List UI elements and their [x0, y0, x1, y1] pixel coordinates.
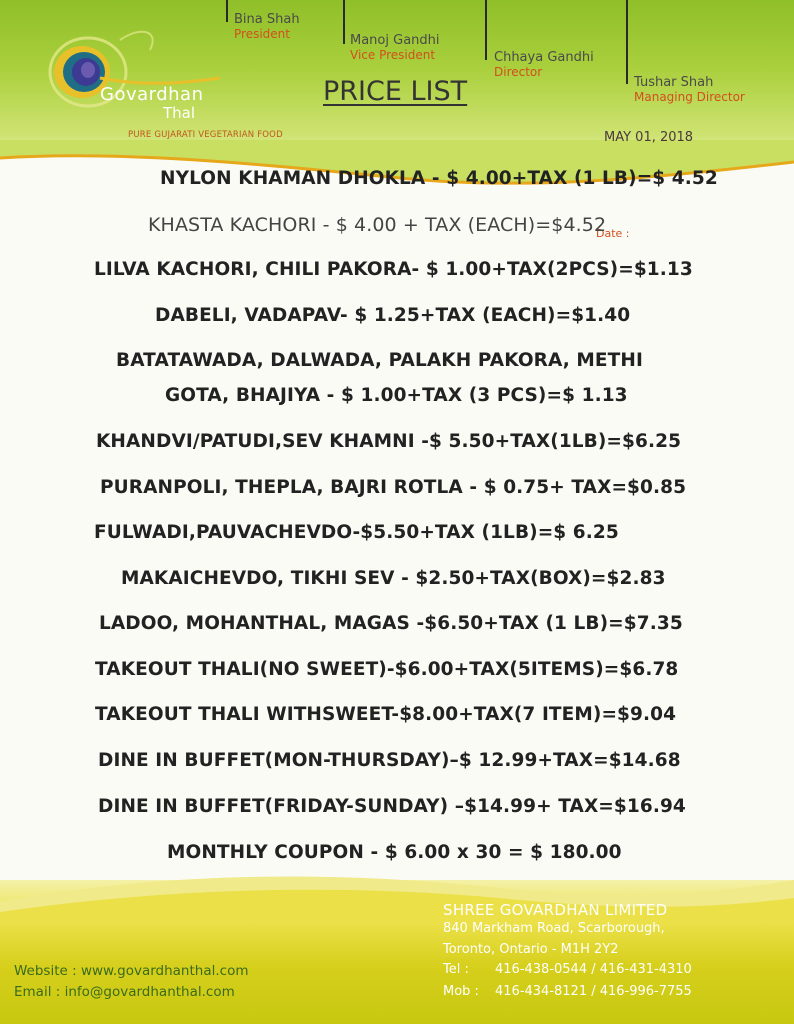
leader-line	[626, 0, 628, 84]
peacock-feather-logo	[30, 20, 230, 130]
official-name: Manoj Gandhi	[350, 33, 440, 48]
price-item: TAKEOUT THALI(NO SWEET)-$6.00+TAX(5ITEMS)=$6.78	[95, 659, 679, 680]
tagline: PURE GUJARATI VEGETARIAN FOOD	[128, 130, 283, 140]
company-name: SHREE GOVARDHAN LIMITED	[443, 901, 668, 919]
price-item: KHASTA KACHORI - $ 4.00 + TAX (EACH)=$4.52	[148, 214, 607, 236]
price-item: TAKEOUT THALI WITHSWEET-$8.00+TAX(7 ITEM)=$9.04	[95, 704, 677, 725]
price-item: DINE IN BUFFET(FRIDAY-SUNDAY) –$14.99+ TAX=$16.94	[98, 796, 686, 817]
price-item: GOTA, BHAJIYA - $ 1.00+TAX (3 PCS)=$ 1.13	[165, 385, 628, 406]
mob-value: 416-434-8121 / 416-996-7755	[495, 984, 692, 999]
official-managing-director	[634, 75, 745, 104]
official-role: President	[234, 27, 290, 41]
logo-name: Govardhan	[100, 84, 204, 105]
logo-subname: Thal	[163, 104, 196, 122]
date-value: MAY 01, 2018	[604, 130, 694, 145]
address-line: 840 Markham Road, Scarborough,	[443, 921, 665, 936]
leader-line	[343, 0, 345, 44]
price-item: FULWADI,PAUVACHEVDO-$5.50+TAX (1LB)=$ 6.25	[94, 522, 619, 543]
price-item: NYLON KHAMAN DHOKLA - $ 4.00+TAX (1 LB)=$ 4.52	[160, 168, 718, 189]
official-director	[494, 50, 594, 79]
email-link[interactable]: Email : info@govardhanthal.com	[14, 984, 235, 1000]
mob-row	[443, 984, 692, 999]
tel-label: Tel :	[443, 962, 469, 977]
footer-wave	[0, 862, 794, 922]
tel-value: 416-438-0544 / 416-431-4310	[495, 962, 692, 977]
official-name: Bina Shah	[234, 12, 300, 27]
official-president	[234, 12, 300, 41]
price-item: DINE IN BUFFET(MON-THURSDAY)–$ 12.99+TAX=$14.68	[98, 750, 681, 771]
page-title: PRICE LIST	[323, 76, 468, 107]
price-item: MONTHLY COUPON - $ 6.00 x 30 = $ 180.00	[167, 842, 622, 863]
price-item: LILVA KACHORI, CHILI PAKORA- $ 1.00+TAX(2PCS)=$1.13	[94, 259, 693, 280]
date-label: Date :	[596, 227, 630, 240]
price-item: DABELI, VADAPAV- $ 1.25+TAX (EACH)=$1.40	[155, 305, 631, 326]
official-role: Director	[494, 65, 543, 79]
leader-line	[485, 0, 487, 60]
official-name: Chhaya Gandhi	[494, 50, 594, 65]
official-name: Tushar Shah	[634, 75, 714, 90]
leader-line	[226, 0, 228, 22]
price-item: LADOO, MOHANTHAL, MAGAS -$6.50+TAX (1 LB)=$7.35	[99, 613, 683, 634]
price-item: MAKAICHEVDO, TIKHI SEV - $2.50+TAX(BOX)=$2.83	[121, 568, 666, 589]
official-vice-president	[350, 33, 440, 62]
official-role: Managing Director	[634, 90, 745, 104]
website-link[interactable]: Website : www.govardhanthal.com	[14, 963, 249, 979]
tel-row	[443, 962, 692, 977]
address-line: Toronto, Ontario - M1H 2Y2	[443, 942, 619, 957]
price-item: PURANPOLI, THEPLA, BAJRI ROTLA - $ 0.75+ TAX=$0.85	[100, 477, 687, 498]
price-item: KHANDVI/PATUDI,SEV KHAMNI -$ 5.50+TAX(1LB)=$6.25	[96, 431, 682, 452]
official-role: Vice President	[350, 48, 436, 62]
price-item: BATATAWADA, DALWADA, PALAKH PAKORA, METHI	[116, 350, 643, 371]
mob-label: Mob :	[443, 984, 479, 999]
